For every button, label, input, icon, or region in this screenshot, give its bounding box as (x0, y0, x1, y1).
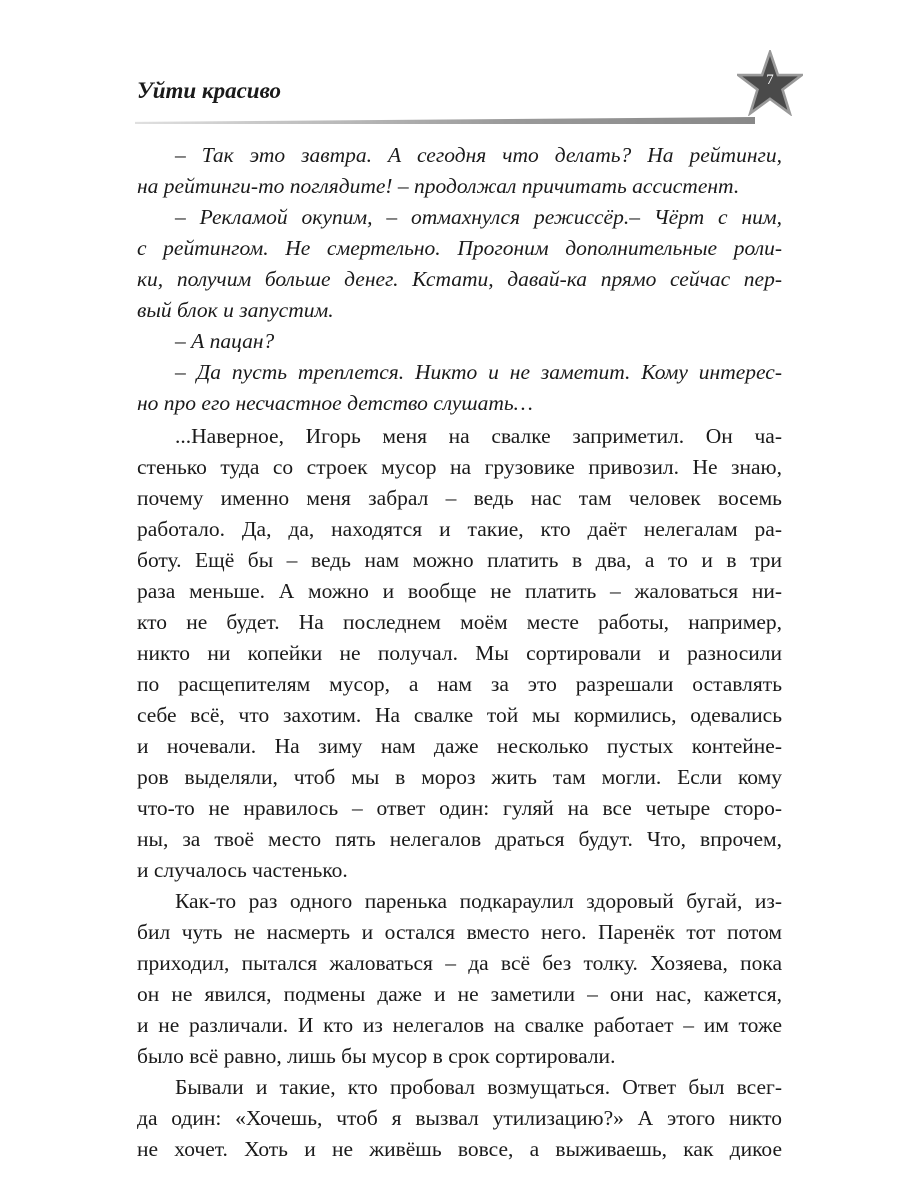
text-line: стенько туда со строек мусор на грузовике привозил. Не знаю, (137, 455, 782, 479)
text-line: раза меньше. А можно и вообще не платить – жаловаться ни- (137, 579, 782, 603)
page-number: 7 (766, 72, 774, 88)
text-line: вый блок и запустим. (137, 298, 334, 322)
header-rule (135, 117, 755, 124)
text-line: по расщепителям мусор, а нам за это разрешали оставлять (137, 672, 782, 696)
text-line: не хочет. Хоть и не живёшь вовсе, а выживаешь, как дикое (137, 1137, 782, 1161)
text-line: ны, за твоё место пять нелегалов драться будут. Что, впрочем, (137, 827, 782, 851)
text-line: было всё равно, лишь бы мусор в срок сортировали. (137, 1044, 616, 1068)
text-line: – Да пусть треплется. Никто и не заметит. Кому интерес- (175, 360, 782, 384)
dialogue-block (137, 140, 782, 419)
running-title: Уйти красиво (137, 78, 282, 103)
text-line: бил чуть не насмерть и остался вместо него. Паренёк тот потом (137, 920, 782, 944)
text-line: себе всё, что захотим. На свалке той мы кормились, одевались (137, 703, 782, 727)
text-line: да один: «Хочешь, чтоб я вызвал утилизацию?» А этого никто (137, 1106, 782, 1130)
text-line: ки, получим больше денег. Кстати, давай-ка прямо сейчас пер- (137, 267, 782, 291)
text-line: работало. Да, да, находятся и такие, кто даёт нелегалам ра- (137, 517, 782, 541)
text-line: и ночевали. На зиму нам даже несколько пустых контейне- (137, 734, 782, 758)
text-line: Бывали и такие, кто пробовал возмущаться. Ответ был всег- (175, 1075, 782, 1099)
text-line: на рейтинги-то поглядите! – продолжал причитать ассистент. (137, 174, 740, 198)
text-line: Как-то раз одного паренька подкараулил здоровый бугай, из- (175, 889, 782, 913)
text-line: – А пацан? (175, 329, 275, 353)
text-line: – Так это завтра. А сегодня что делать? На рейтинги, (175, 143, 782, 167)
text-line: с рейтингом. Не смертельно. Прогоним дополнительные роли- (137, 236, 782, 260)
text-line: боту. Ещё бы – ведь нам можно платить в два, а то и в три (137, 548, 782, 572)
text-line: – Рекламой окупим, – отмахнулся режиссёр.– Чёрт с ним, (175, 205, 782, 229)
text-line: почему именно меня забрал – ведь нас там человек восемь (137, 486, 782, 510)
text-line: и случалось частенько. (137, 858, 348, 882)
text-line: кто не будет. На последнем моём месте работы, например, (137, 610, 782, 634)
text-line: что-то не нравилось – ответ один: гуляй на все четыре сторо- (137, 796, 782, 820)
text-line: но про его несчастное детство слушать… (137, 391, 533, 415)
body-text (137, 421, 782, 1165)
text-line: ров выделяли, чтоб мы в мороз жить там могли. Если кому (137, 765, 782, 789)
text-line: приходил, пытался жаловаться – да всё без толку. Хозяева, пока (137, 951, 782, 975)
text-line: ...Наверное, Игорь меня на свалке заприметил. Он ча- (175, 424, 782, 448)
text-line: никто ни копейки не получал. Мы сортировали и разносили (137, 641, 782, 665)
text-line: он не явился, подмены даже и не заметили – они нас, кажется, (137, 982, 782, 1006)
text-line: и не различали. И кто из нелегалов на свалке работает – им тоже (137, 1013, 782, 1037)
